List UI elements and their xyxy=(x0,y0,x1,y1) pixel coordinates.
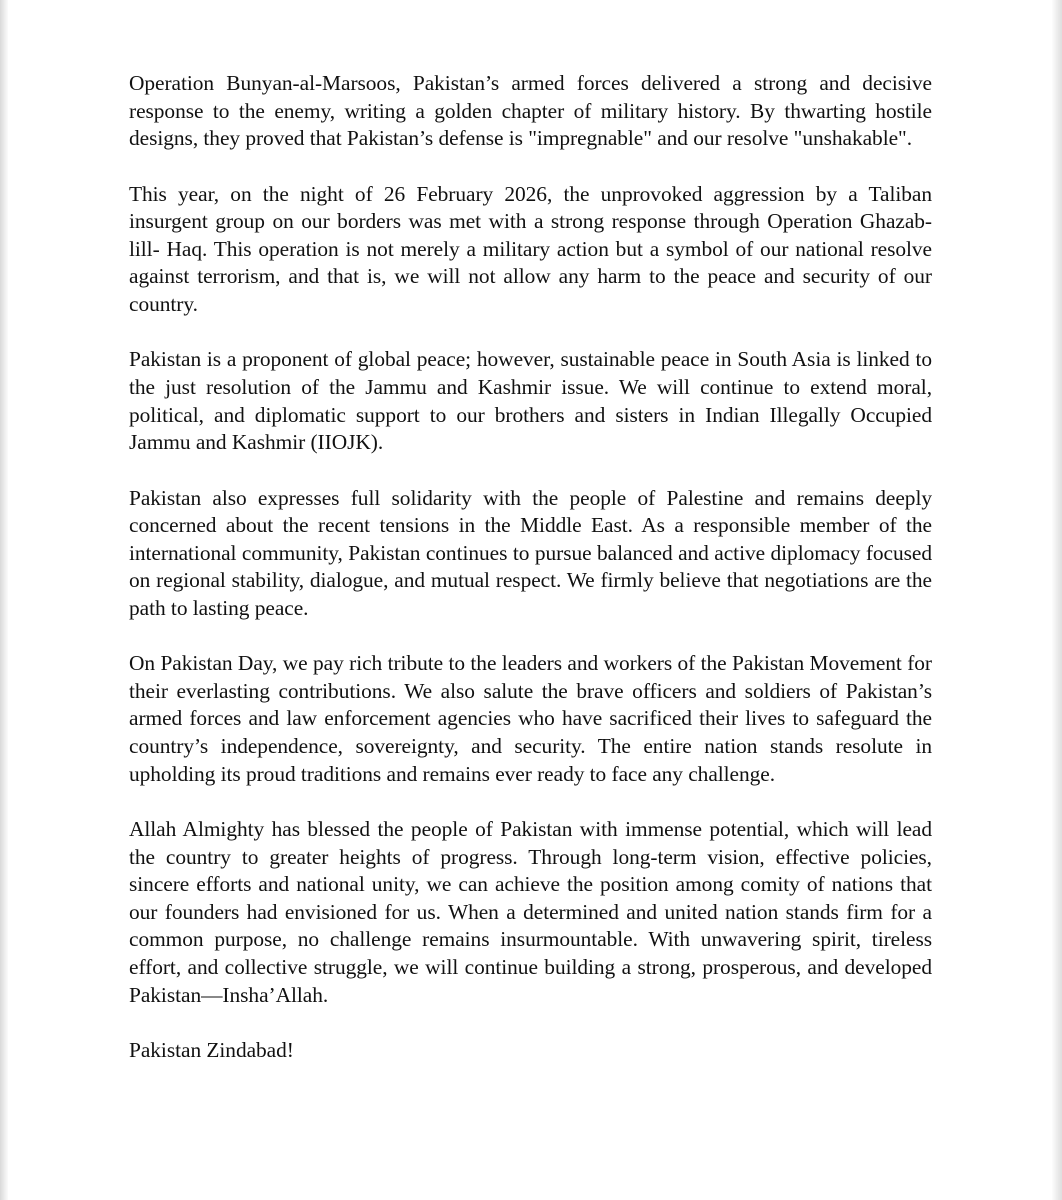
page-right-edge xyxy=(1052,0,1062,1200)
document-page xyxy=(129,70,932,1092)
paragraph-palestine: Pakistan also expresses full solidarity with the people of Palestine and remains deeply concerned about the recent tensions in the Middle East. As a responsible member of the international community, Pakistan continues to pursue balanced and active diplomacy focused on regional stability, dialogue, and mutual respect. We firmly believe that negotiations are the path to lasting peace. xyxy=(129,485,932,620)
page-left-edge xyxy=(0,0,8,1200)
closing-line: Pakistan Zindabad! xyxy=(129,1038,294,1062)
paragraph-operation-ghazab: This year, on the night of 26 February 2026, the unprovoked aggression by a Taliban insurgent group on our borders was met with a strong response through Operation Ghazab-lill- Haq. This operation is not merely a military action but a symbol of our national resolve against terrorism, and that is, we will not allow any harm to the peace and security of our country. xyxy=(129,181,932,316)
paragraph-potential: Allah Almighty has blessed the people of Pakistan with immense potential, which will lead the country to greater heights of progress. Through long-term vision, effective policies, sincere efforts and national unity, we can achieve the position among comity of nations that our founders had envisioned for us. When a determined and united nation stands firm for a common purpose, no challenge remains insurmountable. With unwavering spirit, tireless effort, and collective struggle, we will continue building a strong, prosperous, and developed Pakistan—Insha’Allah. xyxy=(129,817,932,1007)
paragraph-kashmir: Pakistan is a proponent of global peace; however, sustainable peace in South Asia is linked to the just resolution of the Jammu and Kashmir issue. We will continue to extend moral, political, and diplomatic support to our brothers and sisters in Indian Illegally Occupied Jammu and Kashmir (IIOJK). xyxy=(129,347,932,455)
paragraph-pakistan-day: On Pakistan Day, we pay rich tribute to the leaders and workers of the Pakistan Movement for their everlasting contributions. We also salute the brave officers and soldiers of Pakistan’s armed forces and law enforcement agencies who have sacrificed their lives to safeguard the country’s independence, sovereignty, and security. The entire nation stands resolute in upholding its proud traditions and remains ever ready to face any challenge. xyxy=(129,651,932,786)
paragraph-operation-bunyan: Operation Bunyan-al-Marsoos, Pakistan’s armed forces delivered a strong and decisive response to the enemy, writing a golden chapter of military history. By thwarting hostile designs, they proved that Pakistan’s defense is "impregnable" and our resolve "unshakable". xyxy=(129,71,932,151)
